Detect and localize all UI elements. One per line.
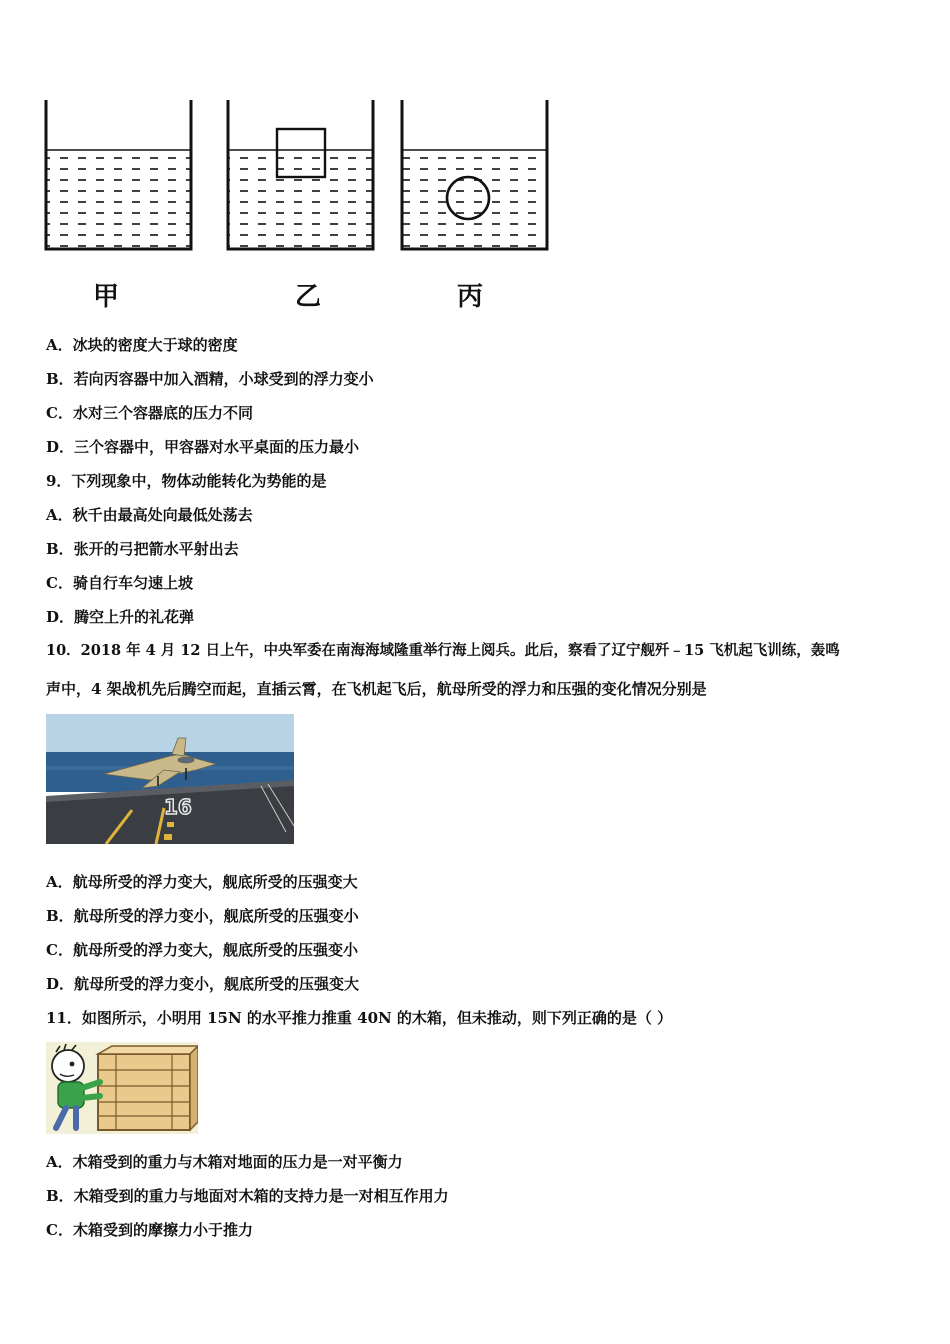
q10-option-a: A．航母所受的浮力变大，舰底所受的压强变大 [46, 873, 358, 891]
q9-option-c: C．骑自行车匀速上坡 [46, 574, 193, 592]
q10-option-d: D．航母所受的浮力变小，舰底所受的压强变大 [46, 975, 360, 993]
deck-number: 16 [164, 795, 192, 819]
containers-figure [40, 98, 560, 268]
q9-option-d: D．腾空上升的礼花弹 [46, 608, 195, 626]
container-jia [46, 100, 191, 249]
q8-option-a: A．冰块的密度大于球的密度 [46, 336, 238, 354]
q8-option-c: C．水对三个容器底的压力不同 [46, 404, 253, 422]
q10-option-b: B．航母所受的浮力变小，舰底所受的压强变小 [46, 907, 359, 925]
q11-option-b: B．木箱受到的重力与地面对木箱的支持力是一对相互作用力 [46, 1187, 449, 1205]
label-jia: 甲 [93, 282, 120, 312]
q9-option-b: B．张开的弓把箭水平射出去 [46, 540, 239, 558]
q11-option-c: C．木箱受到的摩擦力小于推力 [46, 1221, 253, 1239]
q10-stem-line2: 声中，4 架战机先后腾空而起，直插云霄，在飞机起飞后，航母所受的浮力和压强的变化情况分别是 [46, 680, 707, 698]
container-yi [228, 100, 373, 249]
container-bing [402, 100, 547, 249]
label-yi: 乙 [295, 282, 322, 312]
carrier-photo [46, 714, 294, 844]
q8-option-d: D．三个容器中，甲容器对水平桌面的压力最小 [46, 438, 360, 456]
q11-stem: 11．如图所示，小明用 15N 的水平推力推重 40N 的木箱，但未推动，则下列正确的是（ ） [46, 1009, 673, 1027]
q10-stem-line1: 10．2018 年 4 月 12 日上午，中央军委在南海海域隆重举行海上阅兵。此后，察看了辽宁舰歼﹣15 飞机起飞训练，轰鸣 [46, 642, 840, 659]
label-bing: 丙 [457, 282, 484, 312]
q8-option-b: B．若向丙容器中加入酒精，小球受到的浮力变小 [46, 370, 374, 388]
wooden-box-shape [98, 1046, 198, 1130]
q9-option-a: A．秋千由最高处向最低处荡去 [46, 506, 253, 524]
q9-stem: 9．下列现象中，物体动能转化为势能的是 [46, 472, 327, 490]
q11-option-a: A．木箱受到的重力与木箱对地面的压力是一对平衡力 [46, 1153, 403, 1171]
q10-option-c: C．航母所受的浮力变大，舰底所受的压强变小 [46, 941, 358, 959]
push-box-illustration [46, 1042, 198, 1134]
